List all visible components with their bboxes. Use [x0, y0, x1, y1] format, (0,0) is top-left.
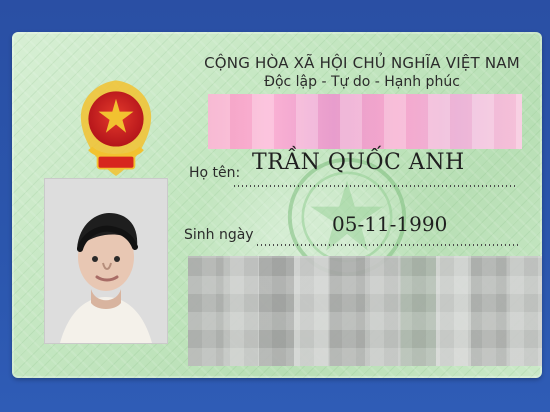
dob-value: 05-11-1990	[332, 212, 448, 236]
motto-header: Độc lập - Tự do - Hạnh phúc	[264, 74, 460, 90]
dob-label: Sinh ngày	[184, 227, 254, 243]
name-dotted-line	[234, 185, 518, 187]
name-value: TRẦN QUỐC ANH	[252, 150, 465, 175]
portrait-illustration	[45, 179, 167, 343]
portrait-photo	[44, 178, 168, 344]
pixelated-redaction-bottom	[188, 256, 542, 366]
name-label: Họ tên:	[189, 165, 241, 181]
country-header: CỘNG HÒA XÃ HỘI CHỦ NGHĨA VIỆT NAM	[204, 54, 520, 72]
id-card	[12, 32, 542, 378]
national-emblem-icon	[70, 72, 162, 188]
pixelated-redaction-top	[208, 94, 522, 149]
dob-dotted-line	[257, 244, 519, 246]
